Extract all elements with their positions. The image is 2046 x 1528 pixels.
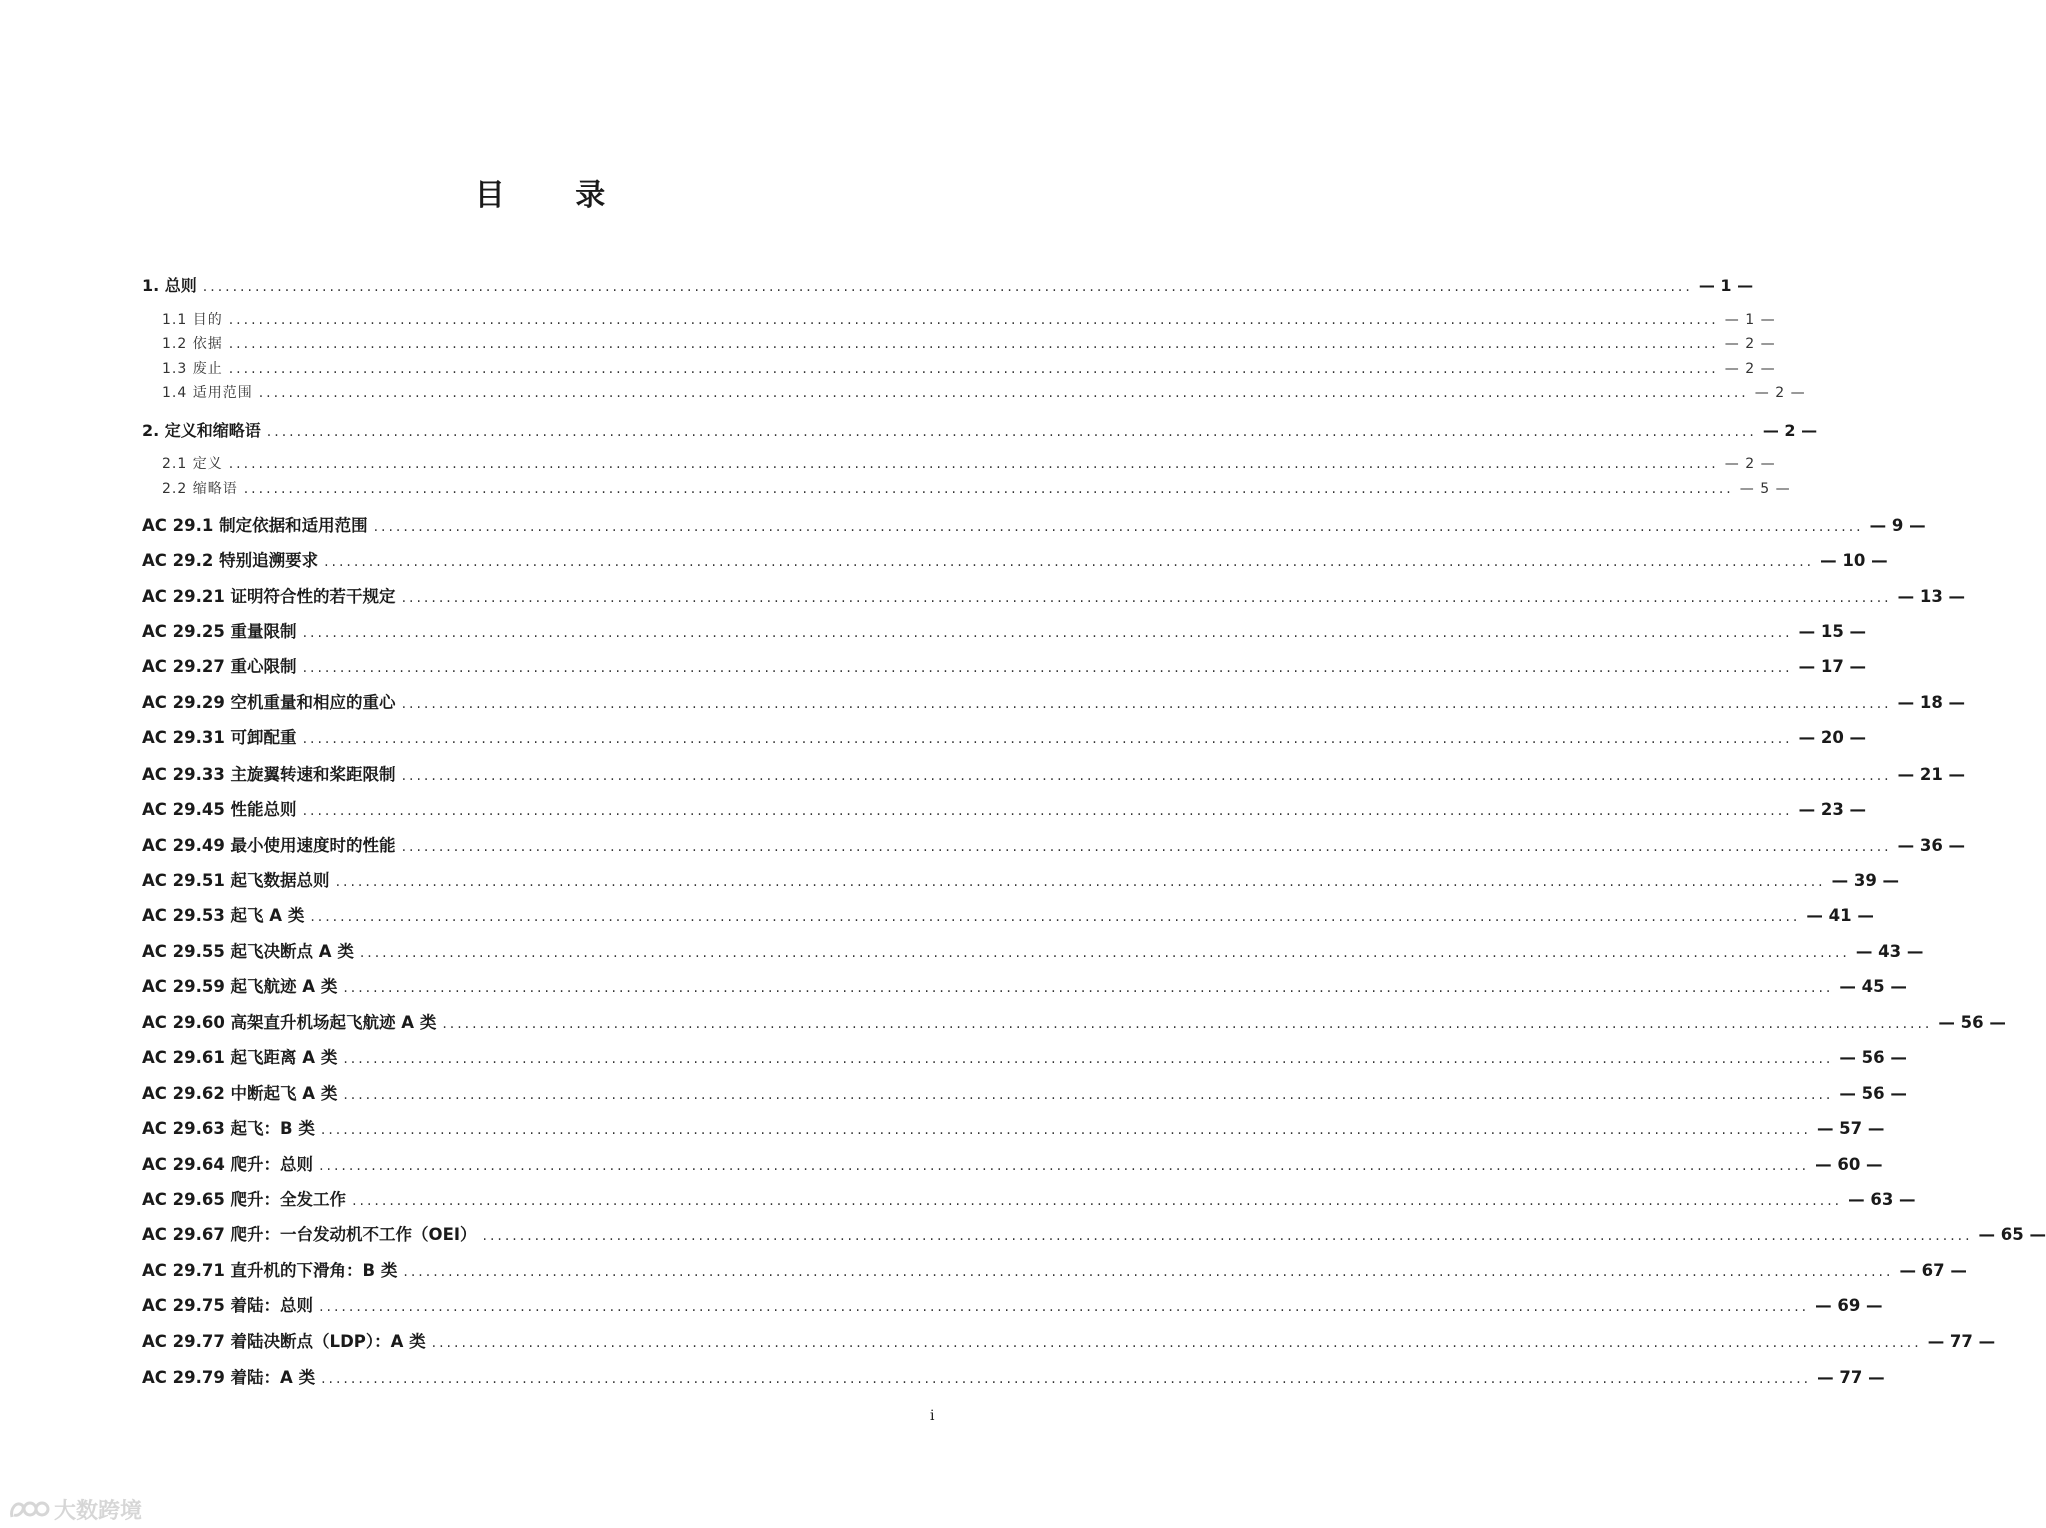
dot-leader: ........................................................................................................................................................................................................ — [401, 696, 1892, 712]
toc-entry[interactable] — [142, 418, 1818, 441]
dot-leader: ........................................................................................................................................................................................................ — [482, 1228, 1973, 1244]
toc-entry-label: AC 29.53 起飞 A 类 — [142, 906, 305, 925]
toc-entry-page: — 9 — — [1869, 516, 1926, 535]
dot-leader: ........................................................................................................................................................................................................ — [403, 1264, 1894, 1280]
toc-entry-label: AC 29.21 证明符合性的若干规定 — [142, 587, 396, 606]
dot-leader: ........................................................................................................................................................................................................ — [373, 519, 1864, 535]
toc-entry-label: AC 29.51 起飞数据总则 — [142, 871, 330, 890]
toc-entry-label: AC 29.62 中断起飞 A 类 — [142, 1084, 338, 1103]
dot-leader: ........................................................................................................................................................................................................ — [202, 279, 1693, 295]
toc-entry[interactable] — [142, 973, 1907, 997]
toc-entry-label: AC 29.60 高架直升机场起飞航迹 A 类 — [142, 1013, 437, 1032]
toc-entry-label: 1.4 适用范围 — [162, 385, 253, 401]
toc-entry-label: AC 29.63 起飞：B 类 — [142, 1119, 315, 1138]
dot-leader: ........................................................................................................................................................................................................ — [243, 481, 1734, 497]
toc-entry-label: AC 29.33 主旋翼转速和桨距限制 — [142, 765, 396, 784]
toc-entry[interactable] — [142, 761, 1966, 785]
toc-entry[interactable] — [142, 653, 1867, 677]
toc-entry-page: — 39 — — [1831, 871, 1900, 890]
toc-entry[interactable] — [142, 796, 1867, 820]
dot-leader: ........................................................................................................................................................................................................ — [258, 385, 1749, 401]
toc-entry-page: — 15 — — [1798, 622, 1867, 641]
toc-entry[interactable] — [142, 1009, 2006, 1033]
toc-entry[interactable] — [142, 512, 1926, 536]
dot-leader: ........................................................................................................................................................................................................ — [310, 909, 1801, 925]
toc-entry-page: — 67 — — [1899, 1261, 1967, 1280]
dot-leader: ........................................................................................................................................................................................................ — [401, 768, 1892, 784]
watermark — [8, 1494, 142, 1525]
toc-entry[interactable] — [162, 453, 1776, 473]
toc-entry-page: — 41 — — [1806, 906, 1874, 925]
toc-entry-label: AC 29.77 着陆决断点（LDP）：A 类 — [142, 1332, 426, 1351]
page-title: 目 录 — [474, 178, 636, 213]
toc-entry[interactable] — [142, 689, 1966, 713]
toc-entry-page: — 18 — — [1897, 693, 1966, 712]
toc-entry-page: — 10 — — [1820, 551, 1888, 570]
dot-leader: ........................................................................................................................................................................................................ — [228, 361, 1719, 377]
toc-entry-page: — 21 — — [1897, 765, 1966, 784]
toc-entry-label: AC 29.65 爬升：全发工作 — [142, 1190, 347, 1209]
toc-entry-page: — 2 — — [1762, 421, 1818, 440]
toc-entry[interactable] — [142, 1044, 1907, 1068]
toc-entry-label: AC 29.71 直升机的下滑角：B 类 — [142, 1261, 398, 1280]
toc-entry-page: — 2 — — [1724, 361, 1776, 377]
dot-leader: ........................................................................................................................................................................................................ — [319, 1299, 1810, 1315]
toc-entry-page: — 5 — — [1739, 481, 1791, 497]
dot-leader: ........................................................................................................................................................................................................ — [343, 1051, 1834, 1067]
toc-entry-page: — 45 — — [1839, 977, 1907, 996]
toc-entry-page: — 20 — — [1798, 728, 1867, 747]
toc-entry[interactable] — [142, 902, 1874, 926]
toc-entry-page: — 43 — — [1855, 942, 1924, 961]
toc-entry-label: AC 29.2 特别追溯要求 — [142, 551, 319, 570]
toc-entry-page: — 56 — — [1839, 1048, 1907, 1067]
dot-leader: ........................................................................................................................................................................................................ — [302, 660, 1793, 676]
toc-entry-page: — 56 — — [1839, 1084, 1907, 1103]
toc-entry[interactable] — [142, 1080, 1907, 1104]
dot-leader: ........................................................................................................................................................................................................ — [324, 554, 1815, 570]
page-number: i — [930, 1408, 935, 1424]
toc-entry-page: — 36 — — [1897, 836, 1966, 855]
toc-entry-label: 1.3 废止 — [162, 361, 223, 377]
toc-entry[interactable] — [142, 1186, 1916, 1210]
toc-entry-label: 2. 定义和缩略语 — [142, 421, 261, 440]
toc-entry[interactable] — [142, 1221, 2046, 1245]
toc-entry-label: AC 29.67 爬升：一台发动机不工作（OEI） — [142, 1225, 477, 1244]
toc-entry-label: AC 29.49 最小使用速度时的性能 — [142, 836, 396, 855]
toc-entry-page: — 56 — — [1938, 1013, 2006, 1032]
toc-entry-label: 2.1 定义 — [162, 456, 223, 472]
toc-entry-page: — 17 — — [1798, 657, 1867, 676]
dot-leader: ........................................................................................................................................................................................................ — [321, 1371, 1812, 1387]
dot-leader: ........................................................................................................................................................................................................ — [343, 1087, 1834, 1103]
dot-leader: ........................................................................................................................................................................................................ — [228, 312, 1719, 328]
dot-leader: ........................................................................................................................................................................................................ — [343, 980, 1834, 996]
toc-entry-page: — 69 — — [1815, 1296, 1883, 1315]
toc-entry[interactable] — [142, 867, 1900, 891]
toc-entry-label: AC 29.79 着陆：A 类 — [142, 1368, 316, 1387]
toc-entry-page: — 2 — — [1754, 385, 1806, 401]
toc-entry-page: — 77 — — [1927, 1332, 1996, 1351]
toc-entry[interactable] — [162, 358, 1776, 378]
dot-leader: ........................................................................................................................................................................................................ — [228, 336, 1719, 352]
toc-entry[interactable] — [142, 832, 1966, 856]
toc-entry-label: AC 29.59 起飞航迹 A 类 — [142, 977, 338, 996]
dot-leader: ........................................................................................................................................................................................................ — [266, 424, 1757, 440]
dot-leader: ........................................................................................................................................................................................................ — [359, 945, 1850, 961]
toc-entry-label: 1.1 目的 — [162, 312, 223, 328]
toc-entry[interactable] — [162, 382, 1806, 402]
toc-entry-page: — 65 — — [1978, 1225, 2046, 1244]
toc-entry-label: AC 29.75 着陆：总则 — [142, 1296, 314, 1315]
toc-entry-page: — 2 — — [1724, 456, 1776, 472]
dot-leader: ........................................................................................................................................................................................................ — [401, 839, 1892, 855]
toc-entry[interactable] — [142, 724, 1867, 748]
toc-entry[interactable] — [162, 333, 1776, 353]
dot-leader: ........................................................................................................................................................................................................ — [302, 731, 1793, 747]
dot-leader: ........................................................................................................................................................................................................ — [228, 456, 1719, 472]
dot-leader: ........................................................................................................................................................................................................ — [335, 874, 1826, 890]
toc-entry[interactable] — [142, 1257, 1967, 1281]
toc-entry-page: — 63 — — [1848, 1190, 1916, 1209]
dot-leader: ........................................................................................................................................................................................................ — [319, 1158, 1810, 1174]
toc-entry-label: 1.2 依据 — [162, 336, 223, 352]
toc-entry-page: — 60 — — [1815, 1155, 1883, 1174]
toc-entry-label: AC 29.64 爬升：总则 — [142, 1155, 314, 1174]
dot-leader: ........................................................................................................................................................................................................ — [320, 1122, 1811, 1138]
toc-entry[interactable] — [142, 938, 1924, 962]
toc-entry[interactable] — [142, 1364, 1885, 1388]
toc-entry[interactable] — [142, 618, 1867, 642]
toc-entry-page: — 77 — — [1817, 1368, 1885, 1387]
toc-entry-label: AC 29.25 重量限制 — [142, 622, 297, 641]
watermark-text: 大数跨境 — [54, 1499, 143, 1524]
toc-entry-label: 2.2 缩略语 — [162, 481, 238, 497]
toc-entry-page: — 1 — — [1724, 312, 1776, 328]
toc-entry-page: — 13 — — [1897, 587, 1966, 606]
toc-entry-label: AC 29.55 起飞决断点 A 类 — [142, 942, 354, 961]
toc-entry[interactable] — [162, 309, 1776, 329]
toc-entry[interactable] — [142, 1115, 1885, 1139]
dot-leader: ........................................................................................................................................................................................................ — [352, 1193, 1843, 1209]
toc-entry-label: AC 29.27 重心限制 — [142, 657, 297, 676]
dot-leader: ........................................................................................................................................................................................................ — [442, 1016, 1933, 1032]
dot-leader: ........................................................................................................................................................................................................ — [431, 1335, 1922, 1351]
watermark-logo-icon — [8, 1497, 50, 1523]
toc-entry[interactable] — [142, 547, 1888, 571]
toc-entry-page: — 57 — — [1816, 1119, 1885, 1138]
toc-entry[interactable] — [142, 273, 1754, 296]
toc-entry-label: AC 29.29 空机重量和相应的重心 — [142, 693, 396, 712]
dot-leader: ........................................................................................................................................................................................................ — [401, 590, 1892, 606]
toc-entry-label: 1. 总则 — [142, 276, 197, 295]
toc-entry[interactable] — [142, 583, 1966, 607]
dot-leader: ........................................................................................................................................................................................................ — [302, 625, 1793, 641]
toc-entry-page: — 23 — — [1798, 800, 1867, 819]
toc-entry[interactable] — [142, 1151, 1883, 1175]
toc-entry-page: — 1 — — [1698, 276, 1754, 295]
dot-leader: ........................................................................................................................................................................................................ — [302, 803, 1793, 819]
toc-entry[interactable] — [142, 1328, 1996, 1352]
toc-entry-label: AC 29.31 可卸配重 — [142, 728, 297, 747]
toc-entry[interactable] — [142, 1292, 1883, 1316]
toc-entry-label: AC 29.61 起飞距离 A 类 — [142, 1048, 338, 1067]
toc-entry[interactable] — [162, 478, 1791, 498]
toc-entry-page: — 2 — — [1724, 336, 1776, 352]
toc-entry-label: AC 29.1 制定依据和适用范围 — [142, 516, 368, 535]
toc-entry-label: AC 29.45 性能总则 — [142, 800, 297, 819]
